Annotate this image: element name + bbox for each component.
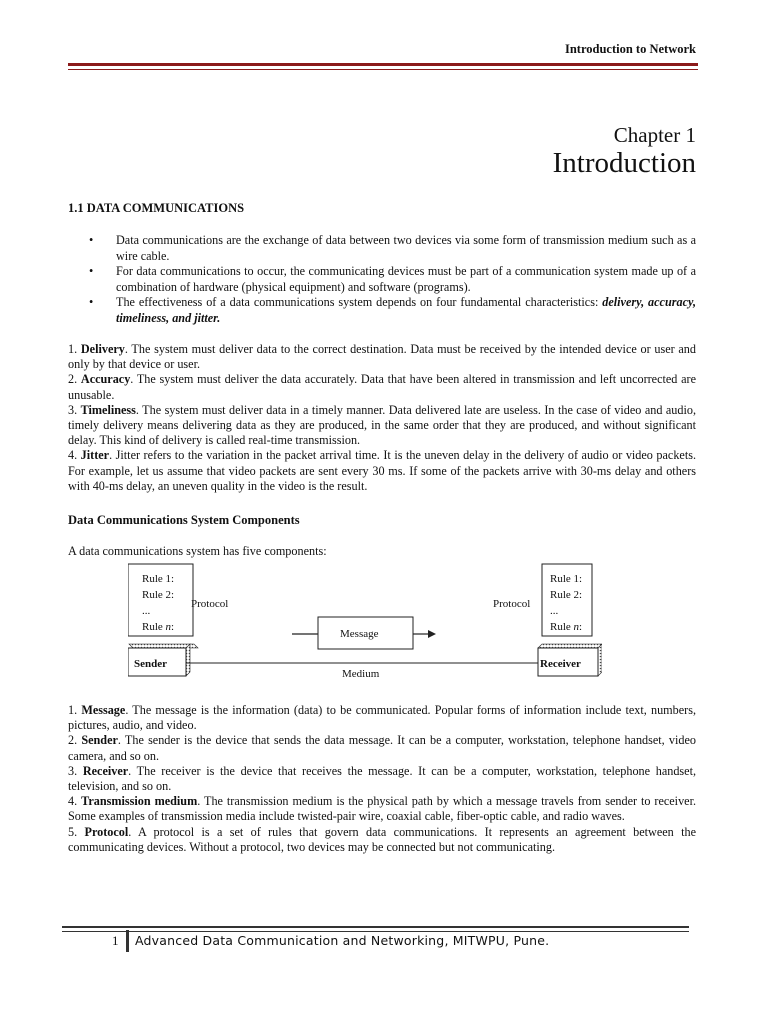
medium-label: Medium	[342, 668, 380, 680]
component-paragraph: 2. Sender. The sender is the device that sends the data message. It can be a computer, workstation, telephone handset, video camera, and so on.	[68, 733, 696, 763]
term: Transmission medium	[81, 794, 198, 809]
components-list	[68, 703, 696, 855]
components-heading: Data Communications System Components	[68, 513, 300, 527]
bullet-text: For data communications to occur, the communicating devices must be part of a communication system made up of a combination of hardware (physical equipment) and software (programs).	[116, 264, 696, 294]
rule-label: Rule n:	[142, 621, 175, 633]
protocol-left-label: Protocol	[191, 598, 229, 610]
bullet-item	[89, 233, 696, 264]
rule-label: Rule 1:	[550, 573, 583, 585]
term: Sender	[81, 733, 118, 748]
footer-rule	[62, 926, 689, 928]
term: Receiver	[82, 763, 129, 778]
arrow-head-icon	[428, 630, 436, 638]
rule-label: Rule 2:	[550, 589, 583, 601]
component-paragraph: 3. Receiver. The receiver is the device that receives the message. It can be a computer, workstation, telephone handset, television, and so on.	[68, 763, 697, 794]
rule-label: Rule n:	[550, 621, 583, 633]
term: Protocol	[84, 824, 129, 839]
receiver-box-side	[598, 644, 602, 676]
term: Accuracy	[80, 372, 131, 387]
characteristics-list	[68, 342, 696, 494]
chapter-label: Chapter 1	[613, 123, 696, 147]
components-diagram	[128, 562, 602, 684]
protocol-right-label: Protocol	[493, 598, 531, 610]
footer-text: Advanced Data Communication and Networking, MITWPU, Pune.	[135, 933, 550, 948]
rule-label: ...	[550, 605, 559, 617]
component-paragraph: 5. Protocol. A protocol is a set of rules that govern data communications. It represents an agreement between the communicating devices. Without a protocol, two devices may be connected but not communicating.	[68, 824, 696, 854]
characteristic-paragraph: 2. Accuracy. The system must deliver the data accurately. Data that have been altered in transmission and left uncorrected are unusable.	[68, 372, 697, 402]
components-intro: A data communications system has five components:	[68, 544, 327, 558]
term: Timeliness	[80, 402, 136, 417]
bullet-text: Data communications are the exchange of data between two devices via some form of transmission medium such as a wire cable.	[116, 233, 696, 263]
rule-label: Rule 2:	[142, 589, 175, 601]
term: Jitter	[80, 448, 110, 463]
term: Delivery	[80, 342, 125, 356]
component-paragraph: 4. Transmission medium. The transmission medium is the physical path by which a message travels from sender to receiver. Some examples of transmission media include twisted-pair wire, coaxial cable, fiber-optic cable, and radio waves.	[68, 794, 697, 824]
page-number: 1	[112, 933, 119, 948]
message-label: Message	[340, 628, 379, 640]
receiver-label: Receiver	[540, 658, 581, 670]
rule-label: ...	[142, 605, 151, 617]
bullet-item	[89, 295, 696, 326]
term: Message	[81, 703, 126, 717]
footer-rule-thin	[62, 931, 689, 932]
chapter-title: Introduction	[552, 147, 696, 179]
sender-label: Sender	[134, 658, 167, 670]
characteristic-paragraph: 1. Delivery. The system must deliver data to the correct destination. Data must be received by the intended device or user and only by that device or user.	[68, 342, 696, 372]
characteristic-paragraph: 3. Timeliness. The system must deliver data in a timely manner. Data delivered late are useless. In the case of video and audio, timely delivery means delivering data as they are produced, in the same order that they are produced, and without significant delay. This kind of delivery is called real-time transmission.	[68, 402, 696, 448]
component-paragraph: 1. Message. The message is the information (data) to be communicated. Popular forms of information include text, numbers, pictures, audio, and video.	[68, 703, 697, 733]
header-rule	[68, 63, 698, 66]
bullet-item	[89, 264, 696, 295]
bullet-text: The effectiveness of a data communications system depends on four fundamental characteristics:	[116, 295, 599, 309]
characteristic-paragraph: 4. Jitter. Jitter refers to the variation in the packet arrival time. It is the uneven delay in the delivery of audio or video packets. For example, let us assume that video packets are sent every 30 ms. If some of the packets arrive with 30-ms delay and others with 40-ms delay, an uneven quality in the video is the result.	[68, 448, 697, 493]
receiver-box-top	[538, 644, 602, 648]
rule-label: Rule 1:	[142, 573, 175, 585]
characteristics-emphasis: delivery, accuracy, timeliness, and jitter.	[116, 295, 696, 325]
bullet-list	[89, 233, 696, 326]
running-header: Introduction to Network	[564, 42, 696, 56]
header-rule-thin	[68, 69, 698, 70]
footer-divider	[126, 930, 129, 952]
section-heading: 1.1 DATA COMMUNICATIONS	[68, 201, 245, 215]
sender-box-side	[186, 644, 190, 676]
